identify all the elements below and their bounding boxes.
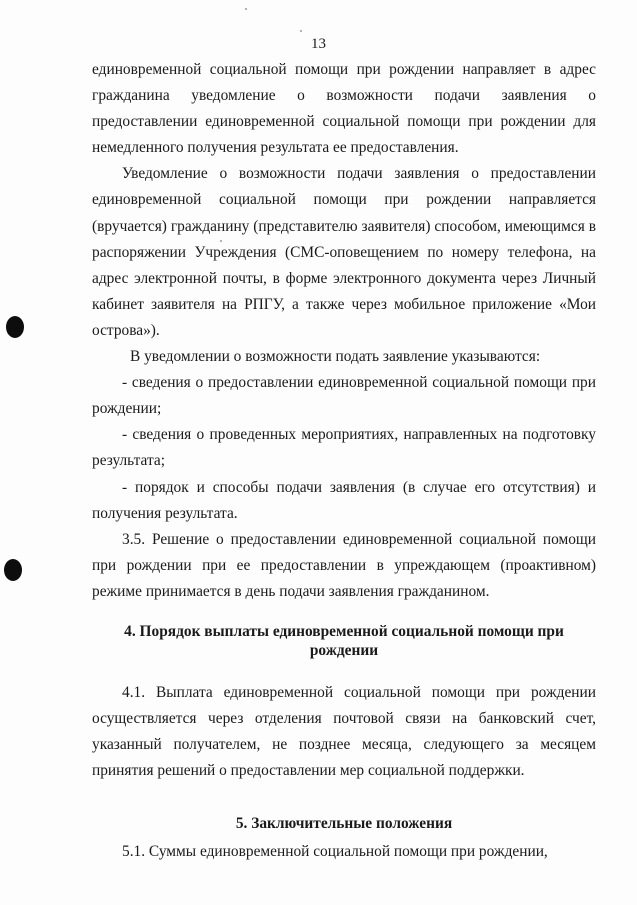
paragraph-3-5: 3.5. Решение о предоставлении единовременной социальной помощи при рождении при ее предоставлении в упреждающем (проактивном) режиме принимается в день подачи заявления гражданином.: [92, 530, 596, 600]
paragraph-4-1: 4.1. Выплата единовременной социальной помощи при рождении осуществляется через отделения почтовой связи на банковский счет, указанный получателем, не позднее месяца, следующего за месяцем принятия решений о предоставлении мер социальной поддержки.: [92, 683, 596, 780]
paragraph-5-1: 5.1. Суммы единовременной социальной помощи при рождении,: [122, 843, 548, 861]
scan-speck: [245, 8, 247, 10]
list-item: - сведения о предоставлении единовременной социальной помощи при рождении;: [92, 374, 596, 418]
list-item: - порядок и способы подачи заявления (в случае его отсутствия) и получения результата.: [92, 478, 596, 522]
scan-speck: [300, 30, 302, 32]
section-5-heading: 5. Заключительные положения: [235, 815, 453, 833]
punch-hole-mark: [6, 316, 24, 338]
list-item: - сведения о проведенных мероприятиях, направленных на подготовку результата;: [92, 426, 596, 470]
paragraph-notification-contents: В уведомлении о возможности подать заявление указываются:: [130, 348, 541, 366]
paragraph-notification: Уведомление о возможности подачи заявления о предоставлении единовременной социальной помощи при рождении направляется (вручается) гражданину (представителю заявителя) способом, имеющимся в распоряжении Учреждения (СМС-оповещением по номеру телефона, на адрес электронной почты, в форме электронного документа через Личный кабинет заявителя на РПГУ, а также через мобильное приложение «Мои острова»).: [92, 165, 596, 339]
punch-hole-mark: [4, 559, 22, 581]
paragraph-continuation: единовременной социальной помощи при рождении направляет в адрес гражданина уведомление о возможности подачи заявления о предоставлении единовременной социальной помощи при рождении для немедленного получения результата ее предоставления.: [92, 61, 596, 157]
section-4-heading: 4. Порядок выплаты единовременной социальной помощи при рождении: [124, 622, 564, 659]
document-body: [92, 57, 596, 865]
page-number: 13: [311, 36, 326, 52]
